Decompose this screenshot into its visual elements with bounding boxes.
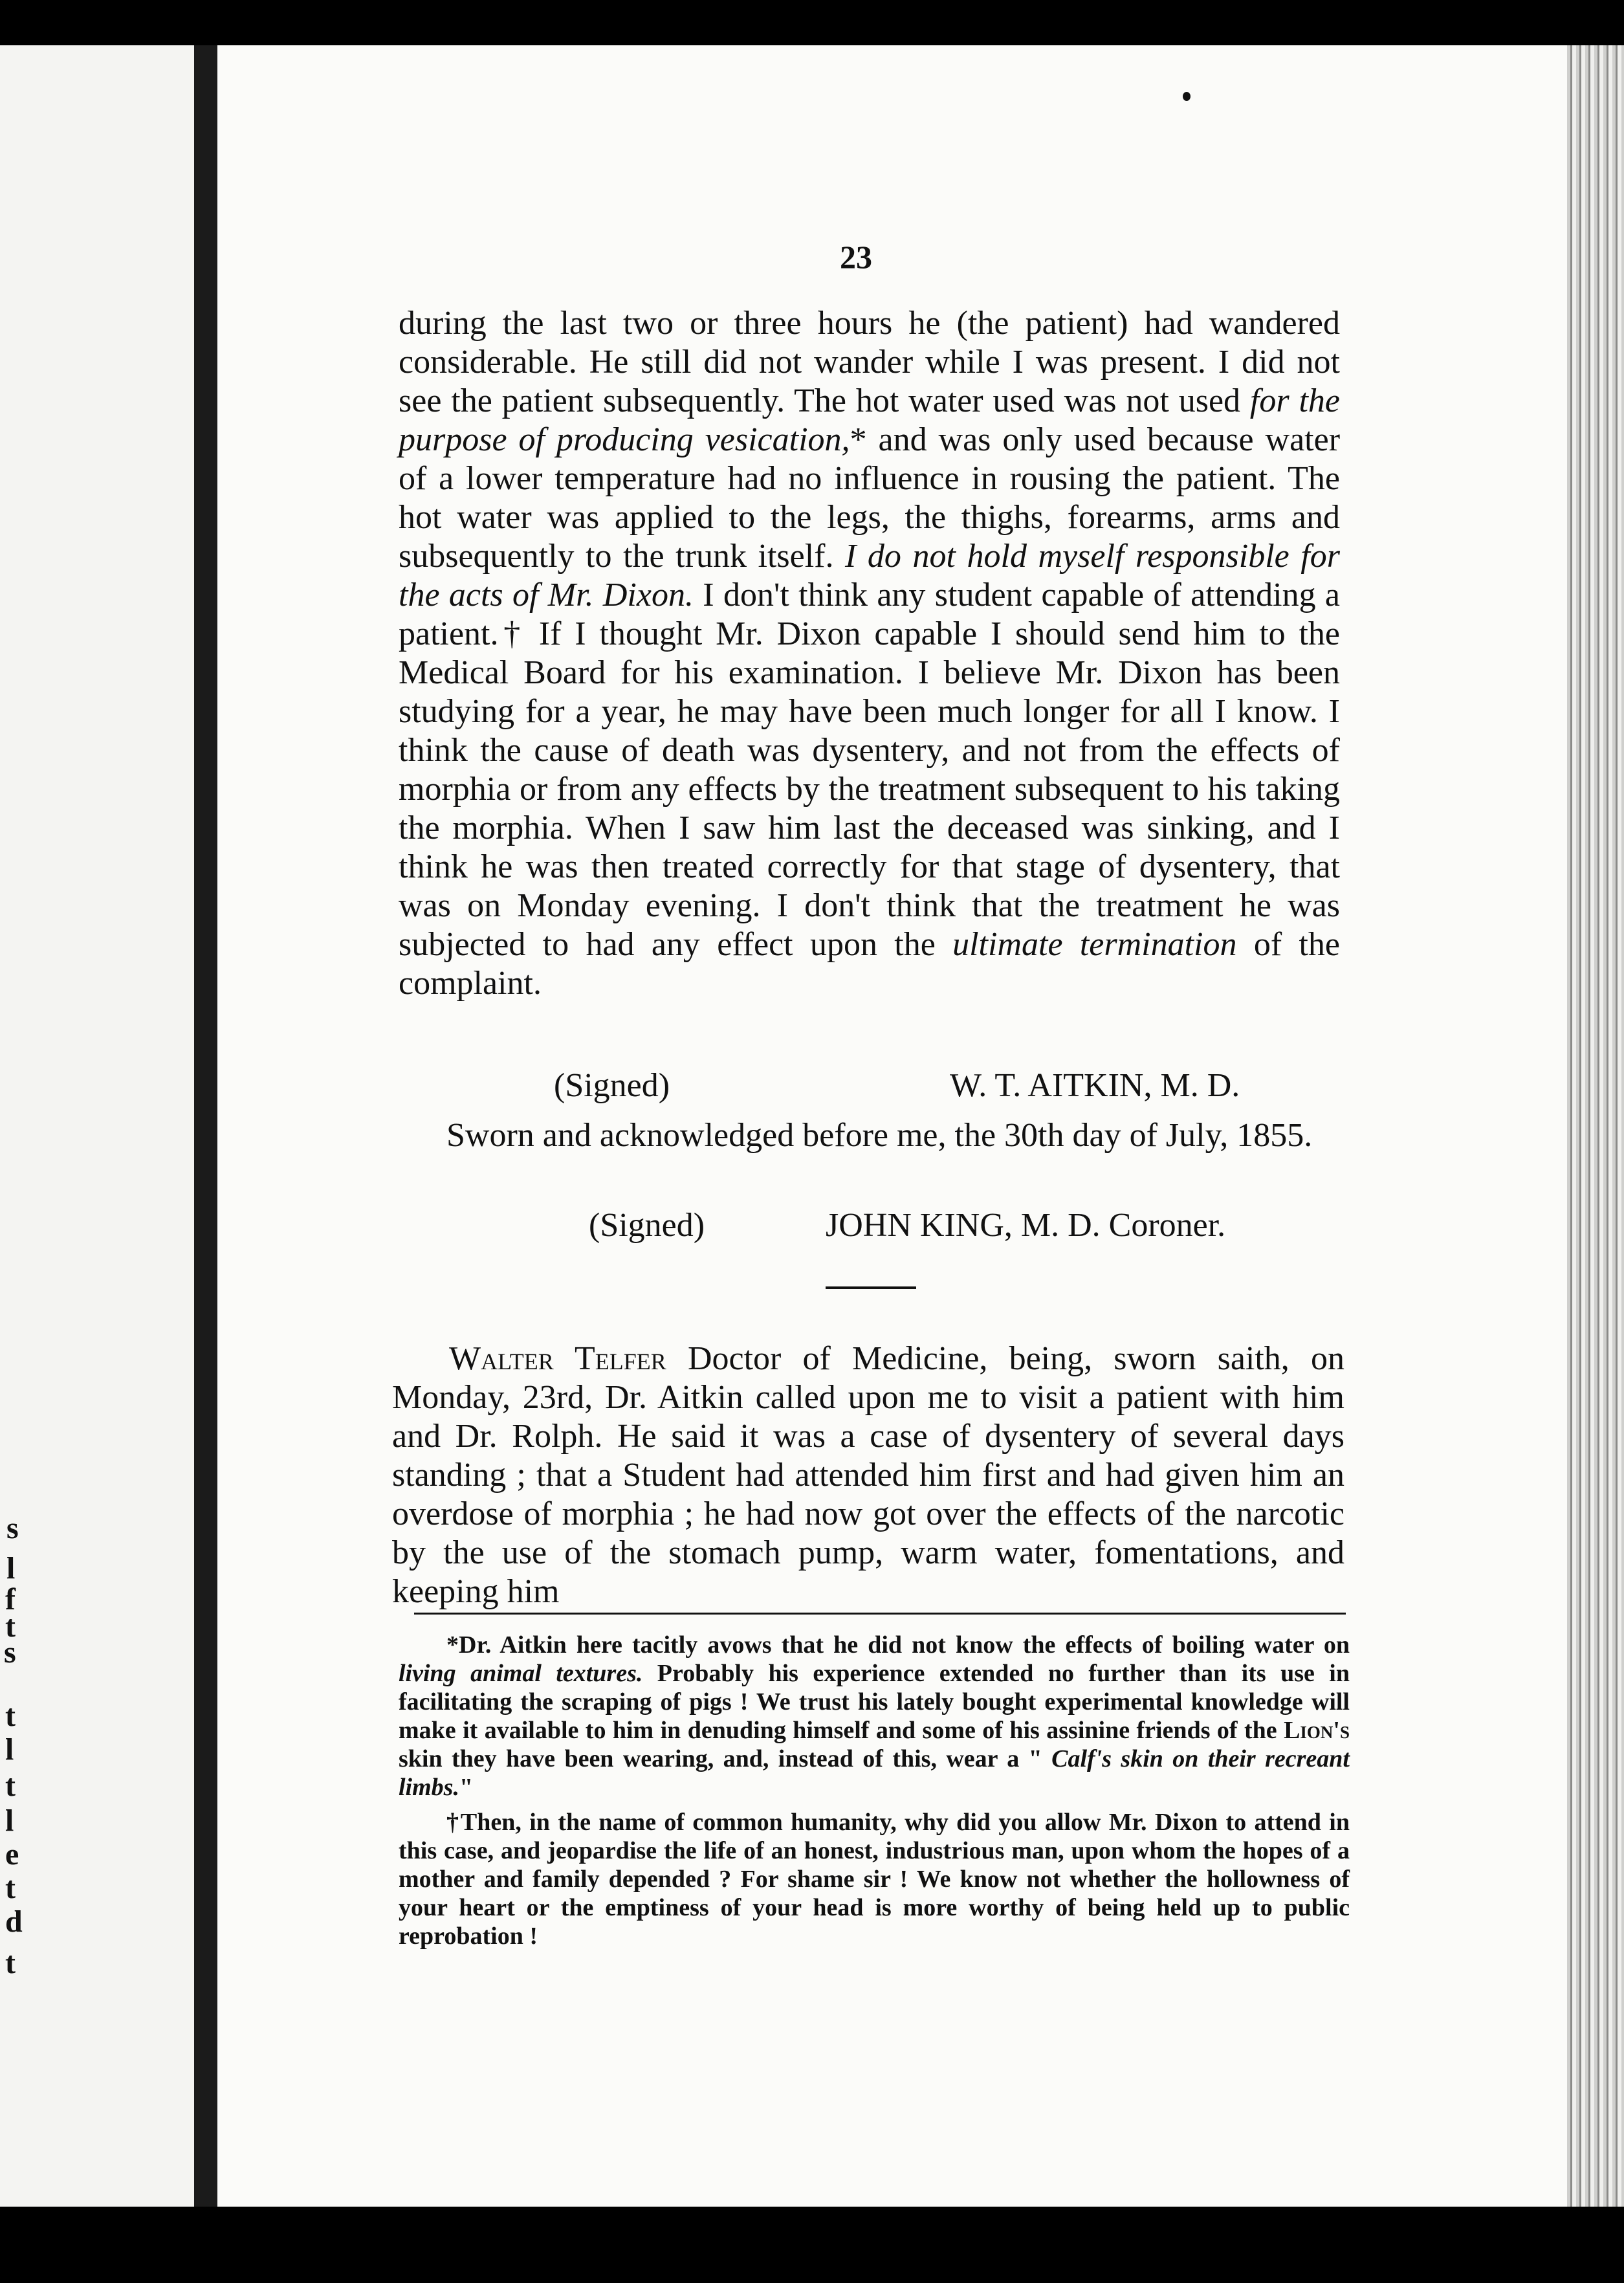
facing-page-fragment: t [5,1769,16,1803]
ink-speck [1183,92,1191,101]
facing-page-fragment: l [5,1732,14,1767]
facing-page-fragment: l [5,1803,14,1838]
telfer-testimony: Walter Telfer Doctor of Medicine, being, sworn saith, on Monday, 23rd, Dr. Aitkin called upon me to visit a patient with him and Dr. Rolph. He said it was a case of dysentery of several days standing ; that a Student had attended him first and had given him an overdose of morphia ; he had now got over the effects of the narcotic by the use of the stomach pump, warm water, fomentations, and keeping him [392,1340,1344,1610]
sworn-statement: Sworn and acknowledged before me, the 30th day of July, 1855. [446,1117,1313,1154]
facing-page-fragment: s [4,1635,16,1670]
facing-page-fragment: t [5,1871,16,1905]
footnotes [399,1631,1350,1957]
italic-phrase: I do not hold myself responsible for the acts of Mr. Dixon. [399,538,1340,613]
facing-page-fragment: t [5,1946,16,1980]
section-divider [826,1286,916,1289]
footnote-1: *Dr. Aitkin here tacitly avows that he did not know the effects of boiling water on living animal textures. Probably his experience extended no further than its use in facilitating the scraping of pigs ! We trust his lately bought experimental knowledge will make it available to him in denuding himself and some of his assinine friends of the Lion's skin they have been wearing, and, instead of this, wear a " Calf's skin on their recreant limbs." [399,1631,1350,1801]
page-stack-edge [1567,45,1624,2207]
facing-page-fragment: l [6,1551,16,1585]
facing-page-fragment: d [5,1904,23,1939]
signed-label-2: (Signed) [589,1207,705,1244]
footnote-2: †Then, in the name of common humanity, why did you allow Mr. Dixon to attend in this case, and jeopardise the life of an honest, industrious man, upon whom the hopes of a mother and family depended ? For shame sir ! We know not whether the hollowness of your heart or the emptiness of your head is more worthy of being held up to public reprobation ! [399,1809,1350,1950]
signed-label-1: (Signed) [554,1067,670,1104]
binding-gutter [194,45,217,2207]
facing-page-fragment: f [5,1582,16,1616]
footnote-rule [414,1613,1346,1615]
page-number: 23 [840,239,872,275]
witness-name: Walter Telfer [449,1340,666,1377]
italic-phrase: for the purpose of producing vesication, [399,382,1341,458]
signer-aitkin: W. T. AITKIN, M. D. [950,1067,1240,1104]
aitkin-testimony: during the last two or three hours he (the patient) had wandered considerable. He still did not wander while I was present. I did not see the patient subsequently. The hot water used was not used for the purpose of producing vesication,* and was only used because water of a lower temperature had no influence in rousing the patient. The hot water was applied to the legs, the thighs, forearms, arms and subsequently to the trunk itself. I do not hold myself responsible for the acts of Mr. Dixon. I don't think any student capable of attending a patient.† If I thought Mr. Dixon capable I should send him to the Medical Board for his examination. I believe Mr. Dixon has been studying for a year, he may have been much longer for all I know. I think the cause of death was dysentery, and not from the effects of morphia or from any effects by the treatment subsequent to his taking the morphia. When I saw him last the deceased was sinking, and I think he was then treated correctly for that stage of dysentery, that was on Monday evening. I don't think that the treatment he was subjected to had any effect upon the ultimate termination of the complaint. [399,305,1341,1002]
signer-coroner: JOHN KING, M. D. Coroner. [826,1207,1226,1244]
italic-phrase: ultimate termination [952,926,1237,963]
facing-page-fragment: t [5,1609,16,1644]
facing-page-fragment: s [6,1511,19,1545]
facing-page-fragment: t [5,1699,16,1733]
facing-page-fragment: e [5,1837,19,1871]
